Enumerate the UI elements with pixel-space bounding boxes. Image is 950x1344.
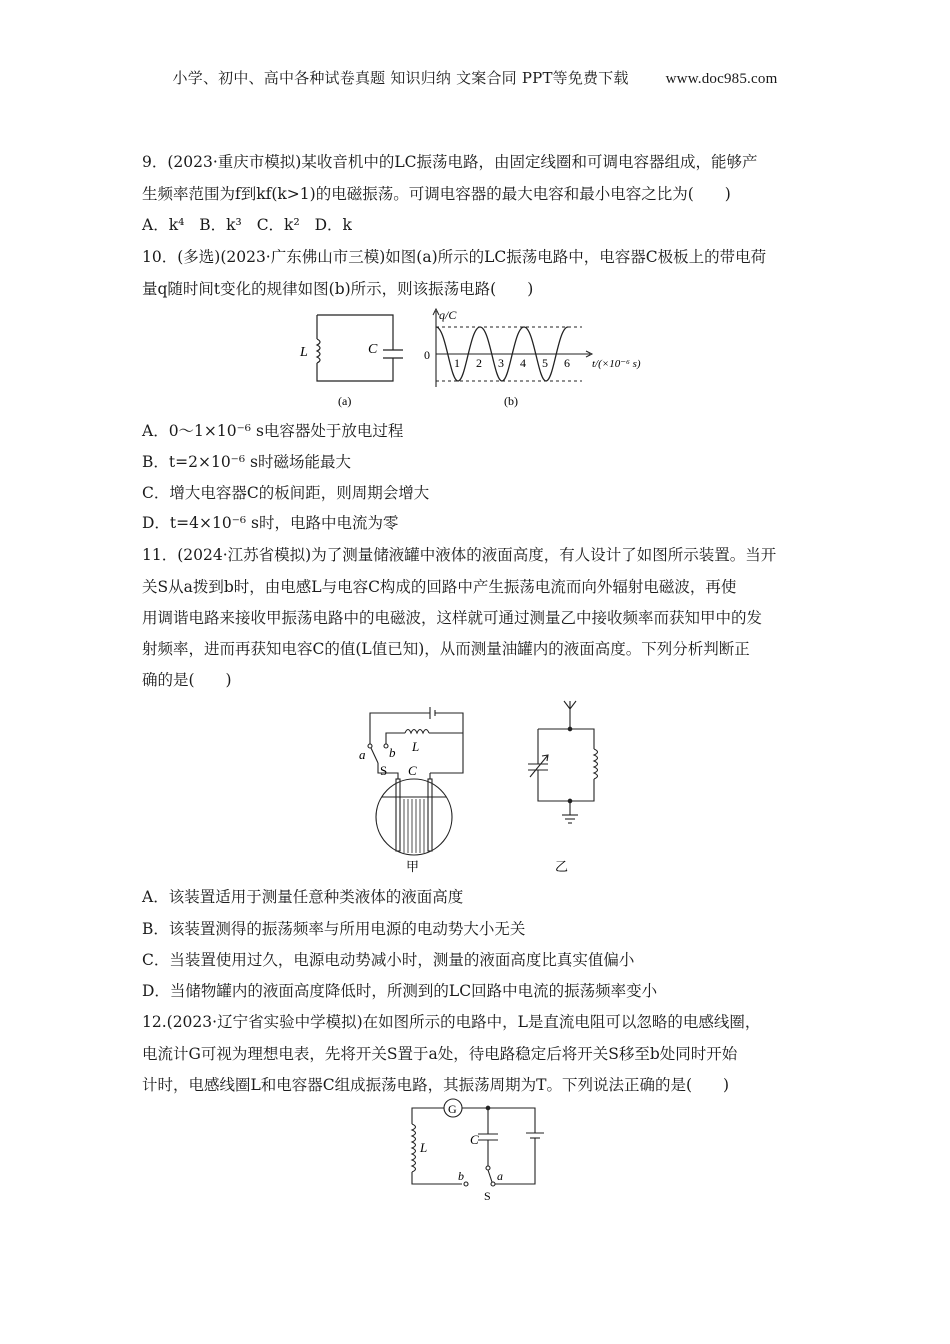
q10-caption-a: (a): [338, 394, 352, 408]
q11-contact-b: [384, 744, 388, 748]
q10-option-d: D．t=4×10⁻⁶ s时，电路中电流为零: [142, 514, 399, 532]
q11-variable-arrow: [530, 755, 548, 777]
q10-figure: [290, 305, 670, 413]
q9-option-c: C．k²: [256, 216, 300, 234]
q11-label-a: a: [359, 747, 366, 762]
q9-line2: 生频率范围为f到kf(k>1)的电磁振荡。可调电容器的最大电容和最小电容之比为( ): [142, 185, 731, 203]
q10-x-axis-label: t/(×10⁻⁶ s): [592, 358, 641, 370]
q11-caption-yi: 乙: [555, 859, 569, 874]
q10-y-axis-label: q/C: [439, 308, 457, 322]
q12-label-G: G: [448, 1102, 457, 1116]
q11-contact-a: [368, 744, 372, 748]
q10-line1: 10．(多选)(2023·广东佛山市三模)如图(a)所示的LC振荡电路中，电容器C极板上的带电荷: [142, 248, 767, 266]
header-text: 小学、初中、高中各种试卷真题 知识归纳 文案合同 PPT等免费下载: [172, 69, 629, 87]
q12-figure: [398, 1096, 550, 1208]
q12-contact-b: [464, 1182, 468, 1186]
q10-option-c: C．增大电容器C的板间距，则周期会增大: [142, 484, 430, 502]
q11-label-L: L: [412, 739, 420, 754]
q10-option-a: A．0～1×10⁻⁶ s电容器处于放电过程: [142, 422, 404, 440]
q12-label-a: a: [497, 1169, 503, 1183]
header-site: www.doc985.com: [665, 71, 778, 87]
q11-label-C: C: [408, 763, 417, 778]
q12-line3: 计时，电感线圈L和电容器C组成振荡电路，其振荡周期为T。下列说法正确的是( ): [142, 1076, 730, 1094]
q11-plate-right: [428, 779, 432, 851]
q11-line2: 关S从a拨到b时，由电感L与电容C构成的回路中产生振荡电流而向外辐射电磁波，再使: [142, 578, 737, 596]
q10-tick-1: 1: [454, 356, 460, 370]
q11-inductor-coil: [405, 730, 429, 734]
q10-tick-6: 6: [564, 356, 570, 370]
q9-option-b: B．k³: [199, 216, 242, 234]
q11-antenna: [564, 701, 576, 729]
q11-plate-left: [396, 779, 400, 851]
q11-tank: [376, 779, 452, 855]
q11-line1: 11．(2024·江苏省模拟)为了测量储液罐中液体的液面高度，有人设计了如图所示装置。当开: [142, 546, 777, 564]
q10-lc-circuit: [317, 315, 403, 381]
q9-line1: 9．(2023·重庆市模拟)某收音机中的LC振荡电路，由固定线圈和可调电容器组成，能够产: [142, 153, 758, 171]
q12-label-C: C: [470, 1132, 479, 1147]
q11-switch-blade: [371, 748, 378, 763]
q9-option-a: A．k⁴: [142, 216, 185, 234]
q11-receiver-coil: [594, 749, 598, 779]
q10-tick-5: 5: [542, 356, 548, 370]
q10-caption-b: (b): [504, 394, 518, 408]
q11-line5: 确的是( ): [142, 671, 232, 689]
q10-label-L: L: [300, 345, 308, 360]
q10-origin-label: 0: [424, 348, 430, 362]
q11-transmitter-circuit: [368, 707, 463, 855]
q11-figure: [350, 695, 600, 877]
q11-receiver-circuit: [528, 701, 598, 823]
q10-tick-4: 4: [520, 356, 526, 370]
q12-label-b: b: [458, 1169, 464, 1183]
q11-option-a: A．该装置适用于测量任意种类液体的液面高度: [142, 888, 464, 906]
q11-line4: 射频率，进而再获知电容C的值(L值已知)，从而测量油罐内的液面高度。下列分析判断正: [142, 640, 750, 658]
q9-options: [142, 215, 362, 235]
q9-option-d: D．k: [314, 216, 352, 234]
q11-option-d: D．当储物罐内的液面高度降低时，所测到的LC回路中电流的振荡频率变小: [142, 982, 658, 1000]
q10-line2: 量q随时间t变化的规律如图(b)所示，则该振荡电路( ): [142, 280, 534, 298]
q10-tick-3: 3: [498, 356, 504, 370]
q12-line2: 电流计G可视为理想电表，先将开关S置于a处，待电路稳定后将开关S移至b处同时开始: [142, 1045, 738, 1063]
q12-inductor-coil: [412, 1124, 416, 1172]
q12-switch-blade: [488, 1170, 492, 1182]
q10-option-b: B．t=2×10⁻⁶ s时磁场能最大: [142, 453, 351, 471]
q11-caption-jia: 甲: [406, 859, 420, 874]
q12-label-L: L: [420, 1140, 428, 1155]
q10-label-C: C: [368, 342, 378, 357]
q10-tick-2: 2: [476, 356, 482, 370]
q10-inductor-coil: [317, 339, 320, 363]
q12-line1: 12.(2023·辽宁省实验中学模拟)在如图所示的电路中，L是直流电阻可以忽略的电感线圈，: [142, 1013, 761, 1031]
q10-graph: [433, 309, 592, 387]
q12-contact-a: [491, 1182, 495, 1186]
q11-label-S: S: [380, 763, 388, 778]
q11-liquid-hatch: [404, 799, 424, 853]
q11-label-b: b: [389, 745, 396, 760]
page-header: [0, 67, 950, 88]
q12-switch-pivot: [486, 1166, 490, 1170]
q11-line3: 用调谐电路来接收甲振荡电路中的电磁波，这样就可通过测量乙中接收频率而获知甲中的发: [142, 609, 763, 627]
q11-option-c: C．当装置使用过久，电源电动势减小时，测量的液面高度比真实值偏小: [142, 951, 635, 969]
q11-option-b: B．该装置测得的振荡频率与所用电源的电动势大小无关: [142, 920, 526, 938]
q12-label-S: S: [484, 1189, 491, 1203]
